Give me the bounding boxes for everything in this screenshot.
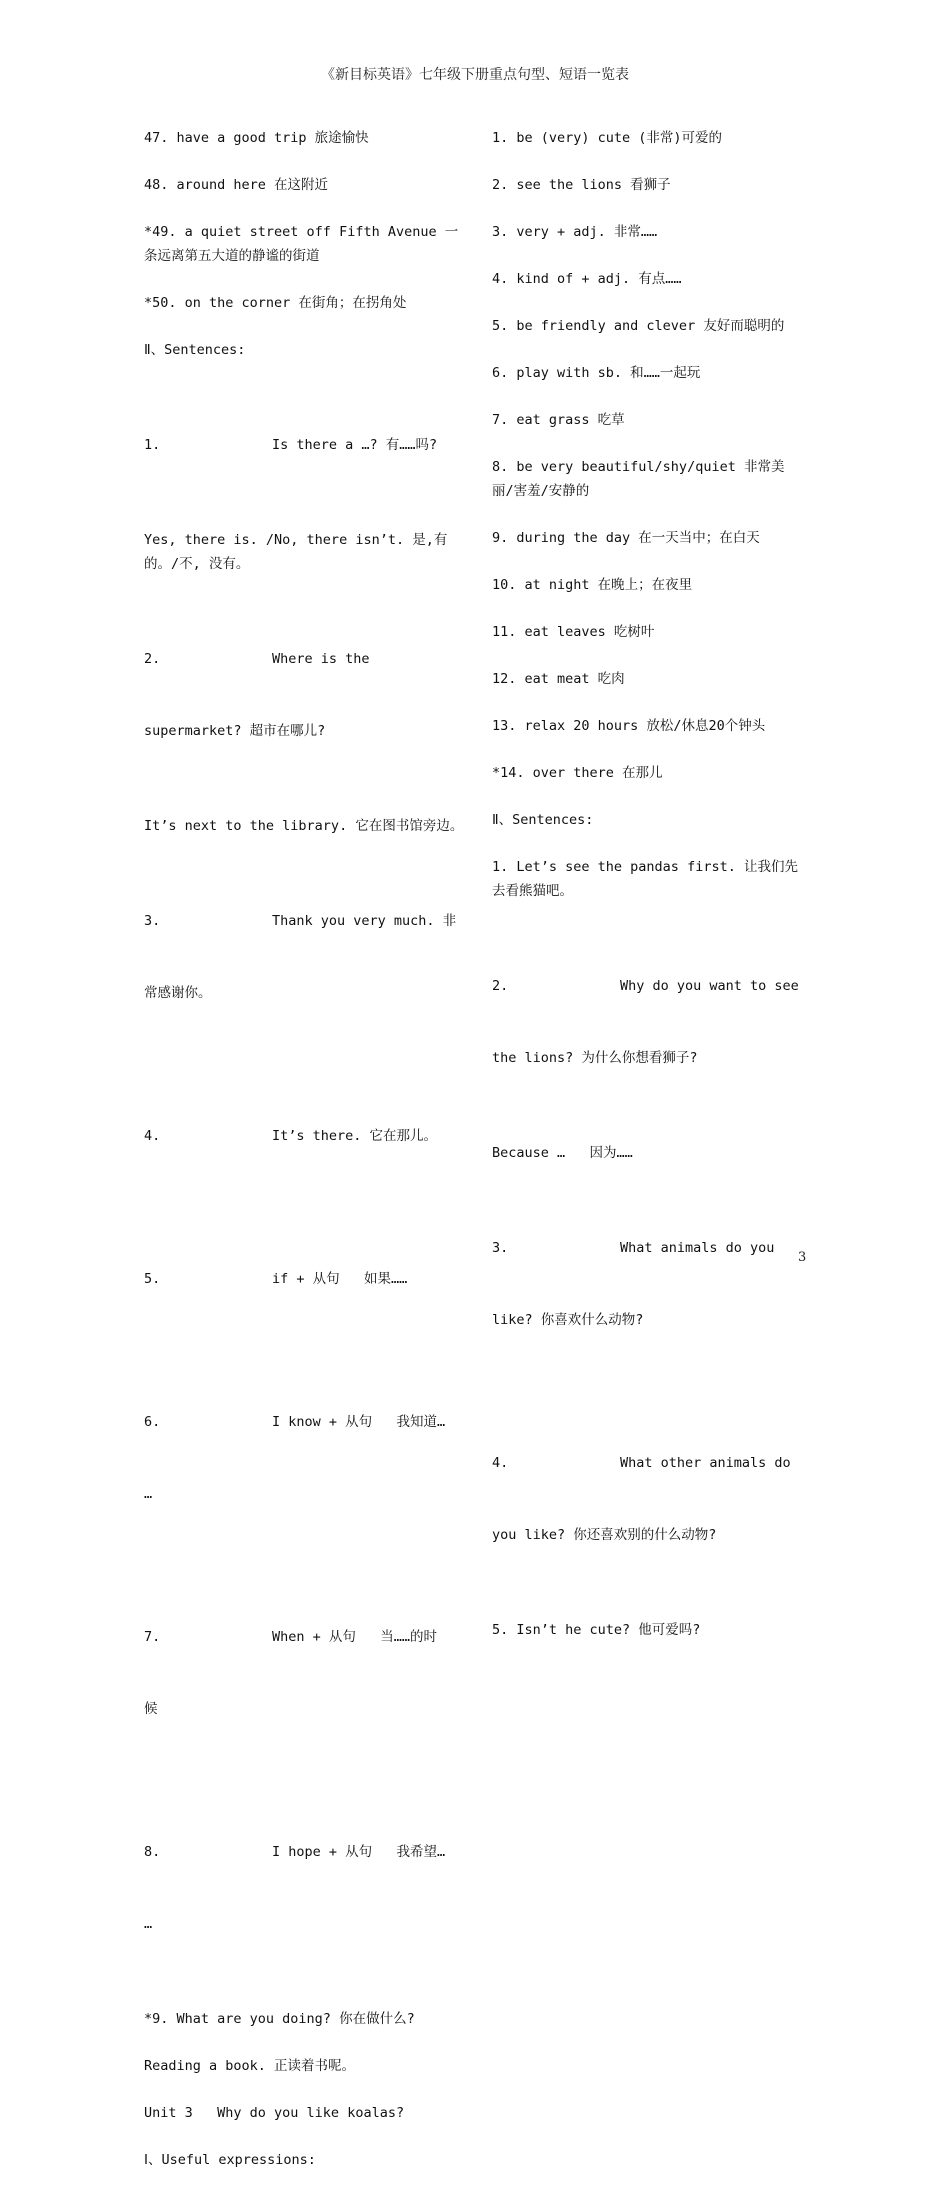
sentence-text: I hope + 从句 我希望… <box>272 1844 446 1860</box>
sentence-item: 5. Isn’t he cute? 他可爱吗? <box>492 1622 701 1638</box>
item-number: 2. <box>492 978 509 994</box>
item-number: 2. <box>144 651 161 667</box>
sentence-item <box>144 1219 470 1339</box>
item-number: 1. <box>144 437 161 453</box>
item-number: 4. <box>492 1455 509 1471</box>
sentence-item <box>492 1188 802 1380</box>
phrase-item: 8. be very beautiful/shy/quiet 非常美丽/害羞/安静的 <box>492 459 785 499</box>
sentence-item <box>492 1403 802 1595</box>
phrase-item: 9. during the day 在一天当中；在白天 <box>492 530 760 546</box>
sentence-item <box>144 1362 470 1554</box>
right-column <box>492 126 802 1665</box>
sentence-continuation: … <box>144 1916 153 1932</box>
phrase-item: 4. kind of + adj. 有点…… <box>492 271 682 287</box>
phrase-item: 47. have a good trip 旅途愉快 <box>144 130 369 146</box>
sentence-item <box>144 1076 470 1196</box>
sentence-reply: Yes, there is. /No, there isn’t. 是,有的。/不, 没有。 <box>144 532 448 572</box>
sentence-continuation: 候 <box>144 1701 158 1717</box>
phrase-item: 1. be (very) cute (非常)可爱的 <box>492 130 723 146</box>
sentence-continuation: 常感谢你。 <box>144 985 212 1001</box>
section-heading: Ⅰ、Useful expressions: <box>144 2152 316 2168</box>
phrase-item: 6. play with sb. 和……一起玩 <box>492 365 701 381</box>
sentence-text: Why do you want to see <box>620 978 799 994</box>
sentence-continuation: … <box>144 1486 153 1502</box>
sentence-text: Where is the <box>272 651 370 667</box>
phrase-item: 3. very + adj. 非常…… <box>492 224 658 240</box>
sentence-item: 1. Let’s see the pandas first. 让我们先去看熊猫吧。 <box>492 859 798 899</box>
sentence-item: *9. What are you doing? 你在做什么? <box>144 2011 415 2027</box>
sentence-continuation: supermarket? 超市在哪儿? <box>144 723 326 739</box>
page-number: 3 <box>798 1250 807 1265</box>
page-header: 《新目标英语》七年级下册重点句型、短语一览表 <box>321 67 629 83</box>
item-number: 7. <box>144 1629 161 1645</box>
sentence-text: I know + 从句 我知道… <box>272 1414 446 1430</box>
sentence-text: When + 从句 当……的时 <box>272 1629 438 1645</box>
phrase-item: *49. a quiet street off Fifth Avenue 一条远离第五大道的静谧的街道 <box>144 224 459 264</box>
sentence-text: Thank you very much. 非 <box>272 913 457 929</box>
sentence-text: if + 从句 如果…… <box>272 1271 408 1287</box>
sentence-continuation: you like? 你还喜欢别的什么动物? <box>492 1527 717 1543</box>
item-number: 3. <box>492 1240 509 1256</box>
sentence-item <box>144 599 470 791</box>
phrase-item: 48. around here 在这附近 <box>144 177 329 193</box>
sentence-continuation: the lions? 为什么你想看狮子? <box>492 1050 698 1066</box>
item-number: 3. <box>144 913 161 929</box>
sentence-text: What animals do you <box>620 1240 775 1256</box>
item-number: 5. <box>144 1271 161 1287</box>
phrase-item: *50. on the corner 在街角；在拐角处 <box>144 295 407 311</box>
sentence-continuation: like? 你喜欢什么动物? <box>492 1312 644 1328</box>
sentence-item <box>492 926 802 1118</box>
phrase-item: 10. at night 在晚上；在夜里 <box>492 577 693 593</box>
sentence-item <box>144 1577 470 1769</box>
sentence-item <box>144 385 470 505</box>
section-heading: Ⅱ、Sentences: <box>492 812 594 828</box>
item-number: 8. <box>144 1844 161 1860</box>
phrase-item: 12. eat meat 吃肉 <box>492 671 625 687</box>
phrase-item: 11. eat leaves 吃树叶 <box>492 624 655 640</box>
phrase-item: 5. be friendly and clever 友好而聪明的 <box>492 318 785 334</box>
item-number: 6. <box>144 1414 161 1430</box>
sentence-reply: Because … 因为…… <box>492 1145 633 1161</box>
phrase-item: 2. see the lions 看狮子 <box>492 177 671 193</box>
sentence-text: Is there a …? 有……吗? <box>272 437 438 453</box>
sentence-text: It’s there. 它在那儿。 <box>272 1128 438 1144</box>
section-heading: Ⅱ、Sentences: <box>144 342 246 358</box>
phrase-item: 13. relax 20 hours 放松/休息20个钟头 <box>492 718 766 734</box>
phrase-item: *14. over there 在那儿 <box>492 765 663 781</box>
sentence-text: What other animals do <box>620 1455 791 1471</box>
phrase-item: 7. eat grass 吃草 <box>492 412 625 428</box>
left-column <box>144 126 470 2195</box>
sentence-reply: Reading a book. 正读着书呢。 <box>144 2058 356 2074</box>
sentence-item <box>144 861 470 1053</box>
item-number: 4. <box>144 1128 161 1144</box>
sentence-reply: It’s next to the library. 它在图书馆旁边。 <box>144 818 464 834</box>
sentence-item <box>144 1792 470 1984</box>
unit-heading: Unit 3 Why do you like koalas? <box>144 2105 405 2121</box>
